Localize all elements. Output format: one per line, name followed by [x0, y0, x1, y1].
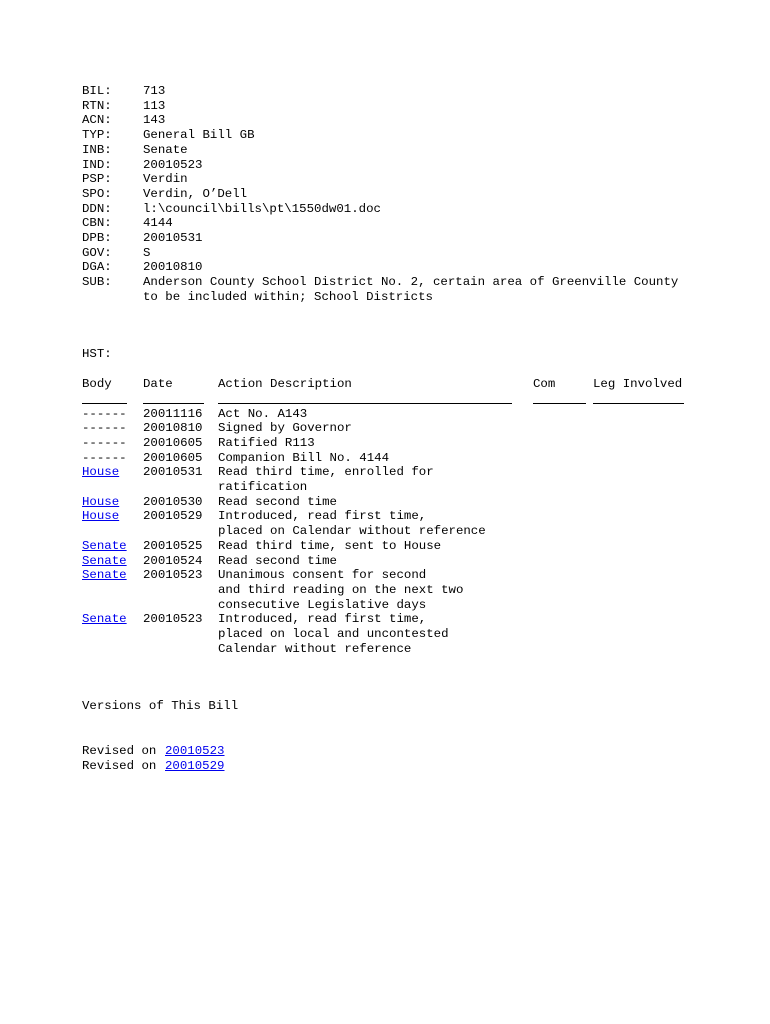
history-action: Read third time, enrolled for — [218, 465, 434, 480]
header-underline — [533, 403, 586, 404]
version-prefix: Revised on — [82, 758, 164, 773]
field-value: Verdin, O’Dell — [143, 186, 248, 201]
history-action: ratification — [218, 479, 308, 494]
history-date: 20010525 — [143, 538, 203, 553]
header-underline — [82, 403, 127, 404]
subject-line: to be included within; School Districts — [143, 290, 433, 305]
header-underline — [143, 403, 204, 404]
field-value: S — [143, 245, 151, 260]
field-key: DPB: — [82, 231, 112, 245]
history-body-link[interactable]: House — [82, 509, 120, 524]
history-row — [0, 612, 770, 656]
field-key: ACN: — [82, 113, 112, 128]
history-action: Ratified R113 — [218, 435, 315, 450]
history-row — [0, 421, 770, 436]
history-action: Read third time, sent to House — [218, 538, 442, 553]
history-date: 20010523 — [143, 612, 203, 627]
history-row — [0, 465, 770, 494]
field-key: BIL: — [82, 84, 112, 98]
field-key: DGA: — [82, 260, 112, 275]
history-body-link[interactable]: House — [82, 494, 120, 509]
history-body: ------ — [82, 450, 127, 465]
history-body-link[interactable]: Senate — [82, 538, 127, 553]
field-value: Senate — [143, 142, 188, 157]
history-date: 20010531 — [143, 465, 203, 480]
history-row — [0, 554, 770, 569]
history-date: 20011116 — [143, 406, 203, 421]
field-key: TYP: — [82, 128, 112, 143]
history-date: 20010529 — [143, 509, 203, 524]
history-action: Companion Bill No. 4144 — [218, 450, 390, 465]
history-action: Act No. A143 — [218, 406, 308, 421]
history-body-link[interactable]: House — [82, 465, 120, 480]
history-action: Introduced, read first time, — [218, 612, 427, 627]
history-action: Calendar without reference — [218, 641, 412, 656]
history-header-action: Action Description — [218, 377, 352, 391]
history-action: Unanimous consent for second — [218, 568, 427, 583]
history-row — [0, 451, 770, 466]
field-value: 713 — [143, 84, 166, 98]
history-header-date: Date — [143, 377, 173, 391]
history-body: ------ — [82, 406, 127, 421]
history-date: 20010523 — [143, 568, 203, 583]
version-prefix: Revised on — [82, 744, 164, 758]
history-action: Introduced, read first time, — [218, 509, 427, 524]
field-key: SPO: — [82, 186, 112, 201]
field-value: 4144 — [143, 216, 173, 231]
field-value: l:\council\bills\pt\1550dw01.doc — [143, 201, 381, 216]
field-key: PSP: — [82, 172, 112, 187]
history-label: HST: — [82, 347, 112, 361]
field-value: 20010523 — [143, 157, 203, 172]
history-body-link[interactable]: Senate — [82, 568, 127, 583]
history-body-link[interactable]: Senate — [82, 612, 127, 627]
field-key: GOV: — [82, 245, 112, 260]
history-header-leg: Leg Involved — [593, 377, 683, 391]
history-action: placed on Calendar without reference — [218, 524, 486, 539]
header-underline — [218, 403, 512, 404]
history-date: 20010605 — [143, 450, 203, 465]
history-row — [0, 495, 770, 510]
history-header-body: Body — [82, 377, 112, 391]
history-action: Read second time — [218, 553, 337, 568]
subject-line: Anderson County School District No. 2, certain area of Greenville County — [143, 275, 679, 290]
history-action: Signed by Governor — [218, 421, 352, 436]
field-key: CBN: — [82, 216, 112, 231]
versions-title: Versions of This Bill — [82, 699, 239, 713]
subject-key: SUB: — [82, 275, 112, 290]
history-header-com: Com — [533, 377, 556, 391]
field-value: General Bill GB — [143, 128, 255, 143]
history-body-link[interactable]: Senate — [82, 553, 127, 568]
field-value: 143 — [143, 113, 166, 128]
field-key: RTN: — [82, 98, 112, 113]
history-action: and third reading on the next two — [218, 582, 464, 597]
history-action: placed on local and uncontested — [218, 626, 449, 641]
history-row — [0, 436, 770, 451]
history-body: ------ — [82, 435, 127, 450]
history-date: 20010810 — [143, 421, 203, 436]
field-value: 113 — [143, 98, 166, 113]
field-key: INB: — [82, 142, 112, 157]
history-date: 20010524 — [143, 553, 203, 568]
version-date-link[interactable]: 20010529 — [165, 758, 225, 773]
history-date: 20010530 — [143, 494, 203, 509]
field-key: IND: — [82, 157, 112, 172]
history-row — [0, 568, 770, 612]
field-value: 20010531 — [143, 231, 203, 245]
header-underline — [593, 403, 684, 404]
history-action: Read second time — [218, 494, 337, 509]
history-row — [0, 407, 770, 422]
history-row — [0, 539, 770, 554]
history-action: consecutive Legislative days — [218, 597, 427, 612]
field-value: 20010810 — [143, 260, 203, 275]
version-date-link[interactable]: 20010523 — [165, 744, 225, 758]
history-row — [0, 509, 770, 538]
history-date: 20010605 — [143, 435, 203, 450]
field-value: Verdin — [143, 172, 188, 187]
history-body: ------ — [82, 421, 127, 436]
field-key: DDN: — [82, 201, 112, 216]
